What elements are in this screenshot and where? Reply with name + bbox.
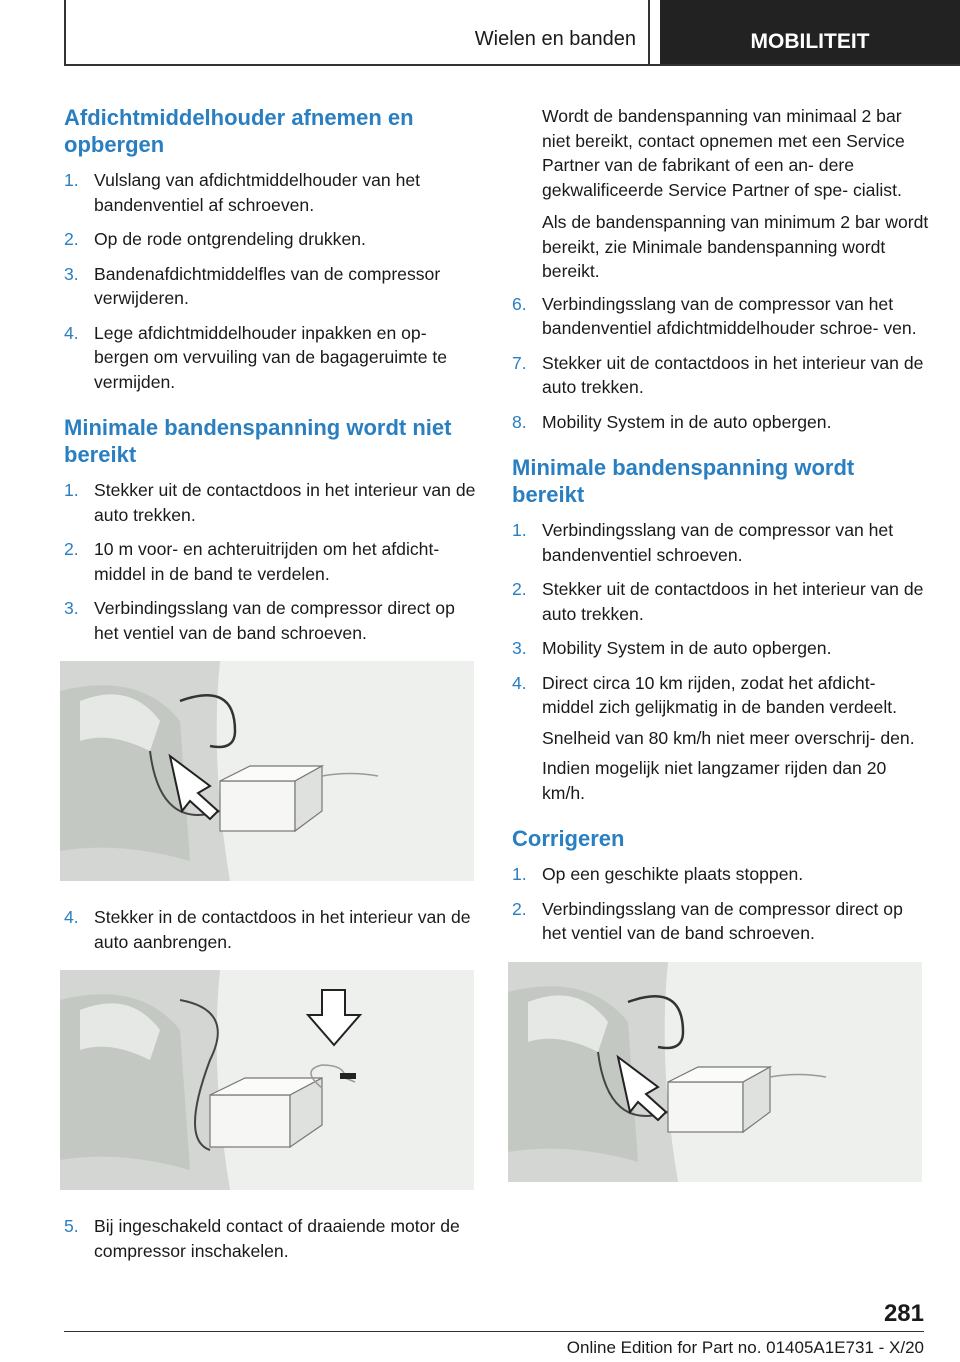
illustration-svg bbox=[508, 962, 922, 1182]
step-number: 2. bbox=[64, 539, 79, 559]
step-text: Lege afdichtmiddelhouder inpakken en op- bergen om vervuiling van de bagageruimte te vermijden. bbox=[94, 322, 448, 392]
list-item bbox=[64, 596, 478, 645]
step-text: Stekker uit de contactdoos in het interieur van de auto trekken. bbox=[542, 352, 924, 397]
list-item bbox=[512, 351, 932, 400]
step-number: 1. bbox=[64, 480, 79, 500]
heading-pressure-not-reached: Minimale bandenspanning wordt niet bereikt bbox=[64, 415, 452, 467]
list-item bbox=[64, 227, 478, 252]
step-text: Mobility System in de auto opbergen. bbox=[542, 411, 832, 432]
list-item bbox=[512, 410, 932, 435]
step-text: Vulslang van afdichtmiddelhouder van het bandenventiel af schroeven. bbox=[94, 170, 421, 215]
list-item bbox=[64, 1214, 478, 1263]
paragraph-pressure-reached: Als de bandenspanning van minimum 2 bar wordt bereikt, zie Minimale bandenspanning wordt bereikt. bbox=[542, 212, 929, 281]
header-chapter-tab: MOBILITEIT bbox=[660, 0, 960, 64]
step-number: 8. bbox=[512, 411, 527, 432]
step-number: 7. bbox=[512, 352, 527, 373]
header-rule bbox=[64, 64, 960, 66]
step-number: 5. bbox=[64, 1216, 79, 1236]
list-correct bbox=[512, 862, 932, 946]
illustration-compressor-valve-correct bbox=[508, 962, 922, 1182]
illustration-compressor-valve bbox=[60, 661, 474, 881]
step-text: Verbindingsslang van de compressor direct op het ventiel van de band schroeven. bbox=[94, 598, 455, 643]
list-item bbox=[512, 518, 932, 567]
header-separator bbox=[648, 0, 650, 64]
step-text: Op de rode ontgrendeling drukken. bbox=[94, 229, 366, 249]
illustration-svg bbox=[60, 970, 474, 1190]
list-item bbox=[64, 905, 478, 954]
list-item bbox=[64, 537, 478, 586]
step-text: 10 m voor- en achteruitrijden om het afdicht- middel in de band te verdelen. bbox=[94, 539, 440, 584]
footer-rule bbox=[64, 1331, 924, 1332]
list-item bbox=[512, 577, 932, 626]
list-step-5 bbox=[64, 1214, 478, 1263]
footer-edition: Online Edition for Part no. 01405A1E731 - X/20 bbox=[566, 1338, 924, 1357]
step-text: Stekker uit de contactdoos in het interieur van de auto trekken. bbox=[94, 480, 476, 525]
step-number: 3. bbox=[64, 263, 79, 284]
step-number: 2. bbox=[512, 579, 527, 599]
step-number: 2. bbox=[512, 898, 527, 919]
step-text: Verbindingsslang van de compressor van het bandenventiel schroeven. bbox=[542, 520, 894, 565]
list-pressure-not-reached bbox=[64, 478, 478, 645]
right-column bbox=[512, 104, 932, 1206]
list-item bbox=[512, 292, 932, 341]
list-item bbox=[64, 262, 478, 311]
step-note-min-speed: Indien mogelijk niet langzamer rijden dan 20 km/h. bbox=[542, 758, 887, 803]
heading-pressure-reached: Minimale bandenspanning wordt bereikt bbox=[512, 455, 855, 507]
list-remove-sealant bbox=[64, 168, 478, 394]
left-column bbox=[64, 104, 478, 1273]
step-text: Op een geschikte plaats stoppen. bbox=[542, 864, 804, 884]
illustration-compressor-socket bbox=[60, 970, 474, 1190]
step-text: Mobility System in de auto opbergen. bbox=[542, 638, 832, 658]
step-text: Stekker uit de contactdoos in het interieur van de auto trekken. bbox=[542, 579, 924, 624]
step-number: 3. bbox=[64, 598, 79, 618]
step-number: 3. bbox=[512, 638, 527, 658]
page-number: 281 bbox=[883, 1300, 924, 1327]
heading-correct: Corrigeren bbox=[512, 826, 625, 851]
step-text: Bij ingeschakeld contact of draaiende motor de compressor inschakelen. bbox=[94, 1216, 460, 1261]
step-text: Verbindingsslang van de compressor direct op het ventiel van de band schroeven. bbox=[542, 898, 903, 943]
step-number: 4. bbox=[512, 672, 527, 693]
list-item bbox=[512, 636, 932, 661]
header-section-title: Wielen en banden bbox=[474, 28, 636, 50]
list-item bbox=[512, 862, 932, 887]
step-number: 4. bbox=[64, 322, 79, 343]
list-item bbox=[512, 897, 932, 946]
list-item bbox=[512, 671, 932, 806]
step-note-speed: Snelheid van 80 km/h niet meer overschrij- den. bbox=[542, 727, 915, 748]
header-left-border bbox=[64, 0, 66, 64]
list-step-4 bbox=[64, 905, 478, 954]
step-text: Stekker in de contactdoos in het interieur van de auto aanbrengen. bbox=[94, 907, 471, 952]
step-number: 4. bbox=[64, 907, 79, 927]
illustration-svg bbox=[60, 661, 474, 881]
list-item bbox=[64, 168, 478, 217]
step-text: Verbindingsslang van de compressor van het bandenventiel afdichtmiddelhouder schroe- ven. bbox=[542, 293, 917, 338]
step-number: 1. bbox=[64, 170, 79, 190]
step-text: Bandenafdichtmiddelfles van de compressor verwijderen. bbox=[94, 263, 441, 308]
step-number: 6. bbox=[512, 293, 527, 314]
heading-remove-sealant: Afdichtmiddelhouder afnemen en opbergen bbox=[64, 105, 414, 157]
step-number: 1. bbox=[512, 520, 527, 540]
list-item bbox=[64, 321, 478, 395]
list-continue-steps bbox=[512, 292, 932, 435]
step-text: Direct circa 10 km rijden, zodat het afdicht- middel zich gelijkmatig in de banden verdeelt. bbox=[542, 672, 898, 717]
list-item bbox=[64, 478, 478, 527]
list-pressure-reached bbox=[512, 518, 932, 805]
step-number: 1. bbox=[512, 864, 527, 884]
step-number: 2. bbox=[64, 229, 79, 249]
paragraph-pressure-not-reached: Wordt de bandenspanning van minimaal 2 bar niet bereikt, contact opnemen met een Service Partner van de fabrikant of een an- dere gekwalificeerde Service Partner of spe- cialist. bbox=[542, 106, 905, 200]
